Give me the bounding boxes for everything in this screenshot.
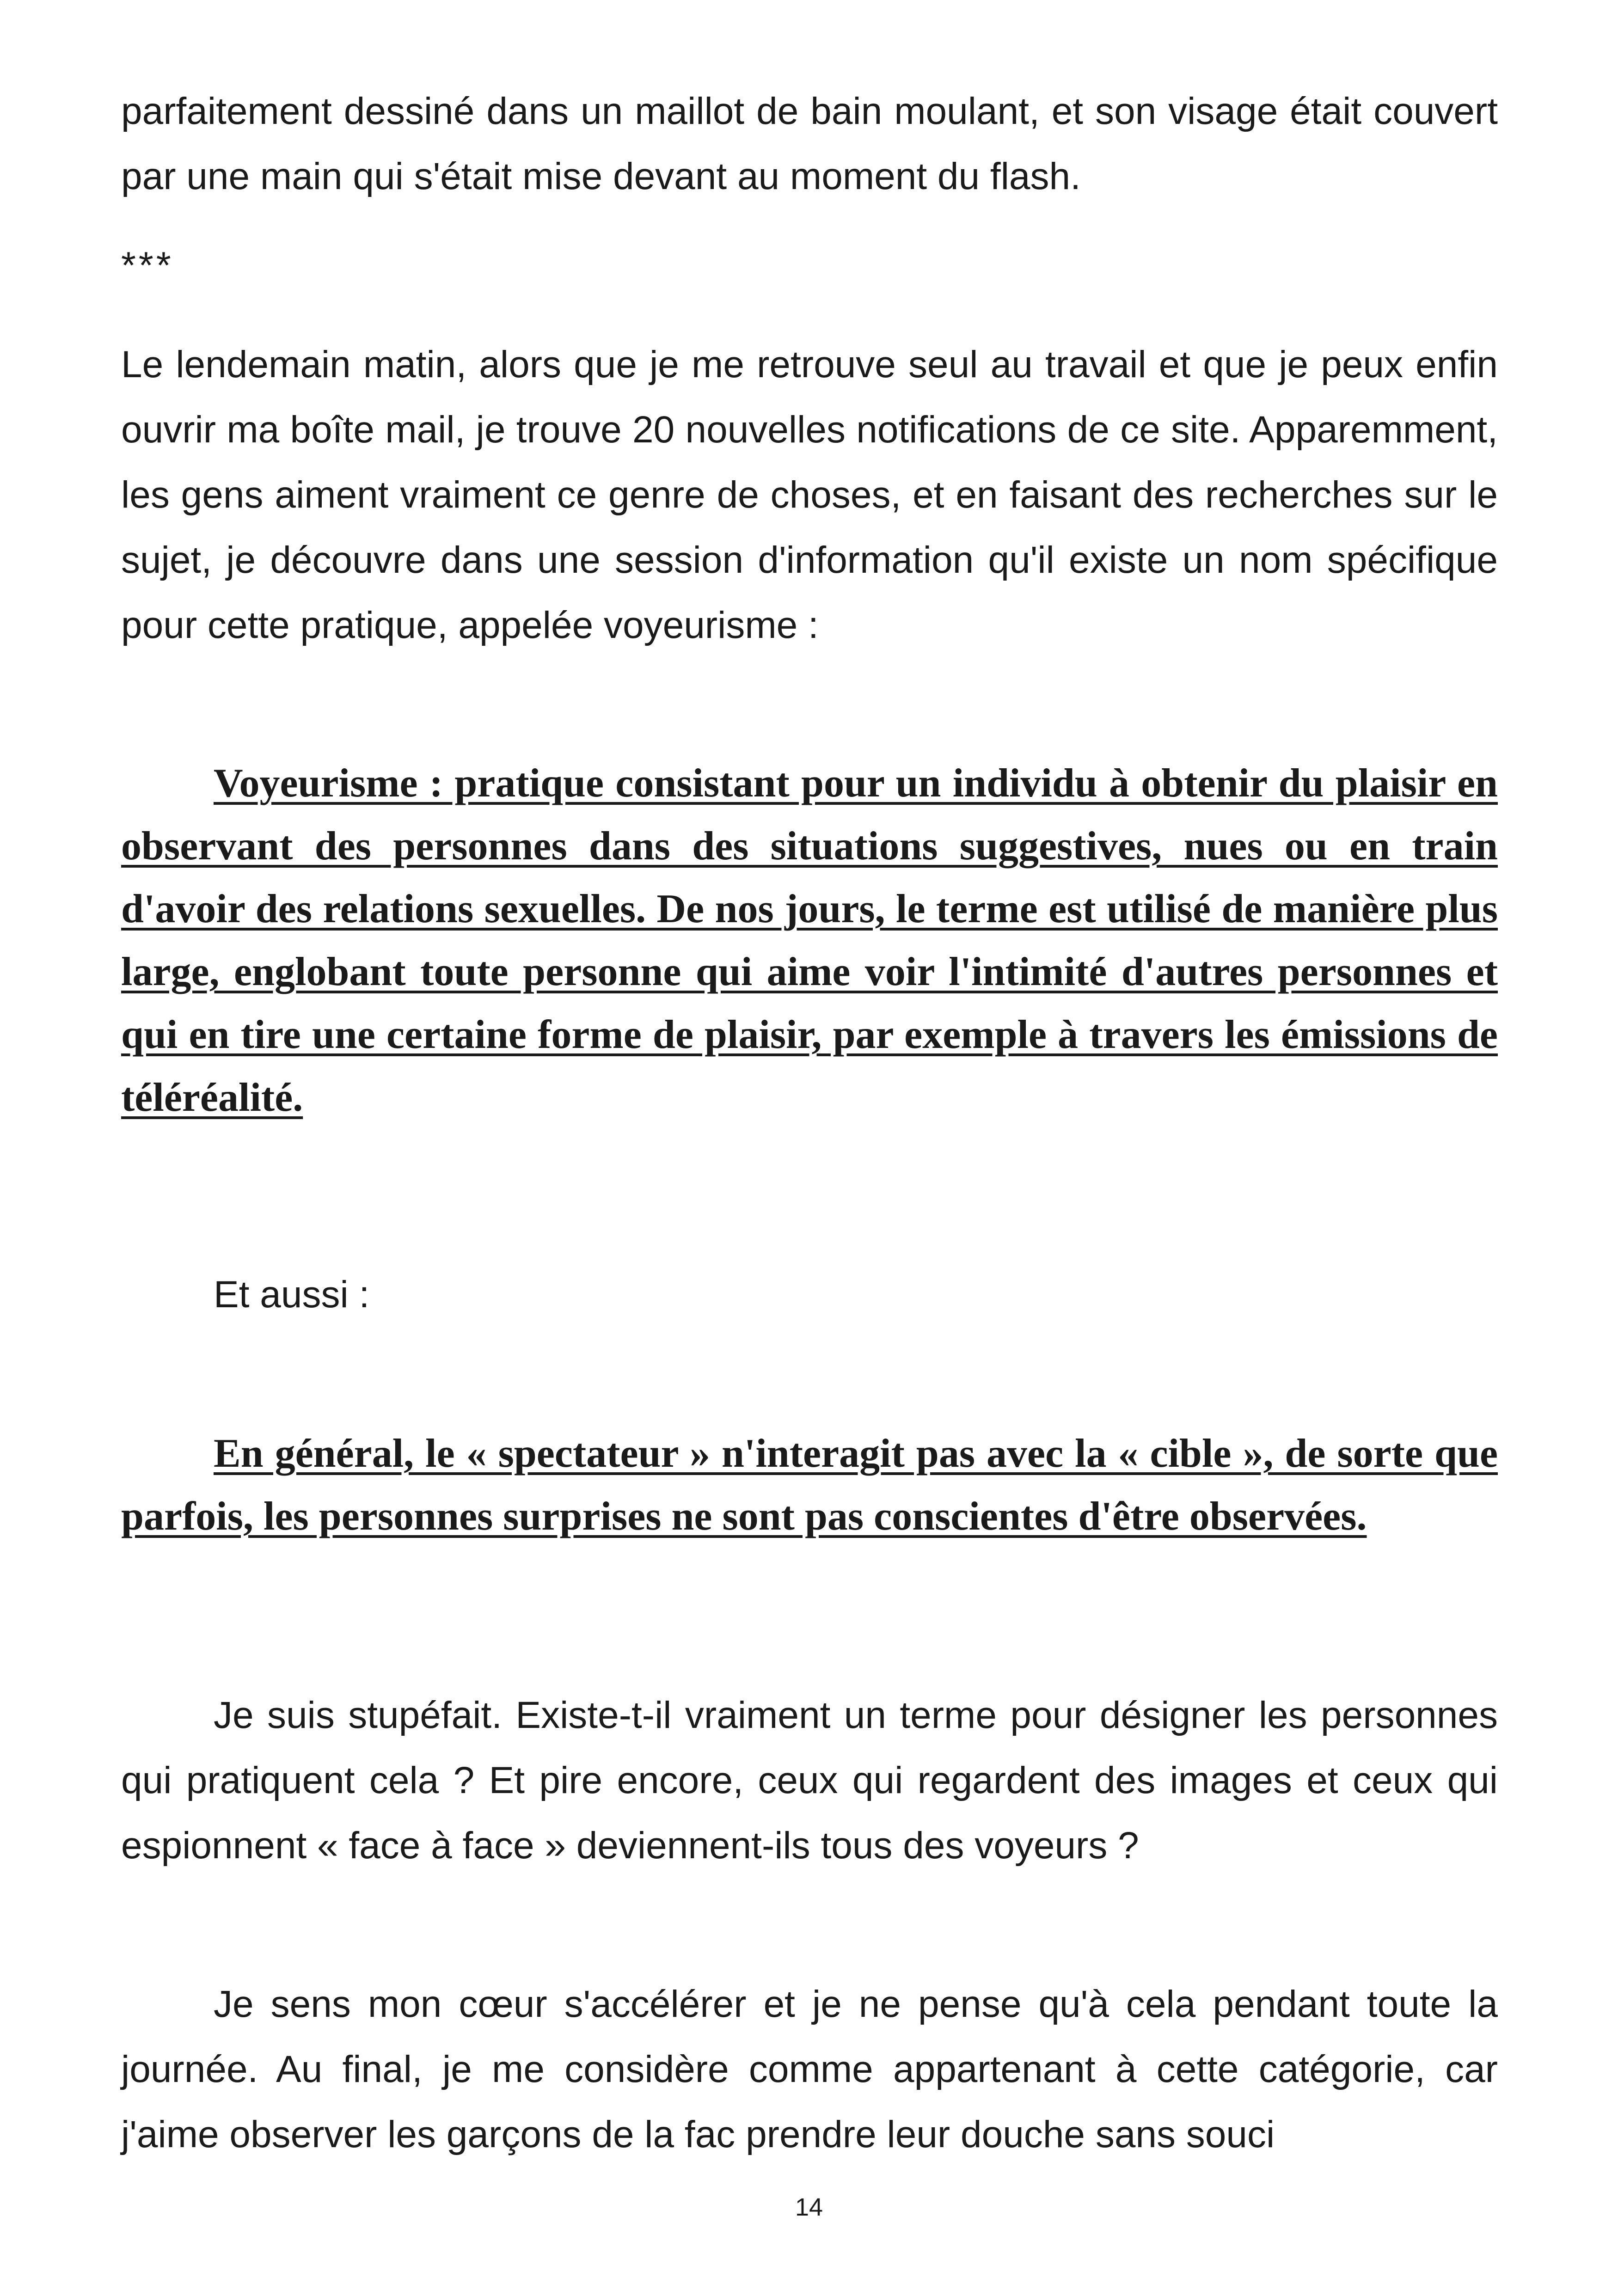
- definition-voyeurisme: Voyeurisme : pratique consistant pour un individu à obtenir du plaisir en observant des personnes dans des situations suggestives, nues ou en train d'avoir des relations sexuelles. De nos jours, le terme est utilisé de manière plus large, englobant toute personne qui aime voir l'intimité d'autres personnes et qui en tire une certaine forme de plaisir, par exemple à travers les émissions de téléréalité.: [121, 761, 1498, 1120]
- paragraph-stupefait: Je suis stupéfait. Existe-t-il vraiment un terme pour désigner les personnes qui pratiquent cela ? Et pire encore, ceux qui regardent des images et ceux qui espionnent « face à face » deviennent-ils tous des voyeurs ?: [121, 1694, 1498, 1867]
- paragraph-continuation: parfaitement dessiné dans un maillot de bain moulant, et son visage était couvert par une main qui s'était mise devant au moment du flash.: [121, 90, 1498, 197]
- page-number: 14: [795, 2193, 823, 2221]
- paragraph-coeur: Je sens mon cœur s'accélérer et je ne pense qu'à cela pendant toute la journée. Au final, je me considère comme appartenant à cette catégorie, car j'aime observer les garçons de la fac prendre leur douche sans souci: [121, 1983, 1498, 2155]
- section-separator: ***: [121, 245, 174, 287]
- paragraph-intro: Le lendemain matin, alors que je me retrouve seul au travail et que je peux enfin ouvrir ma boîte mail, je trouve 20 nouvelles notifications de ce site. Apparemment, les gens aiment vraiment ce genre de choses, et en faisant des recherches sur le sujet, je découvre dans une session d'information qu'il existe un nom spécifique pour cette pratique, appelée voyeurisme :: [121, 343, 1498, 646]
- definition-spectateur: En général, le « spectateur » n'interagit pas avec la « cible », de sorte que parfois, les personnes surprises ne sont pas conscientes d'être observées.: [121, 1431, 1498, 1539]
- paragraph-et-aussi: Et aussi :: [214, 1274, 370, 1316]
